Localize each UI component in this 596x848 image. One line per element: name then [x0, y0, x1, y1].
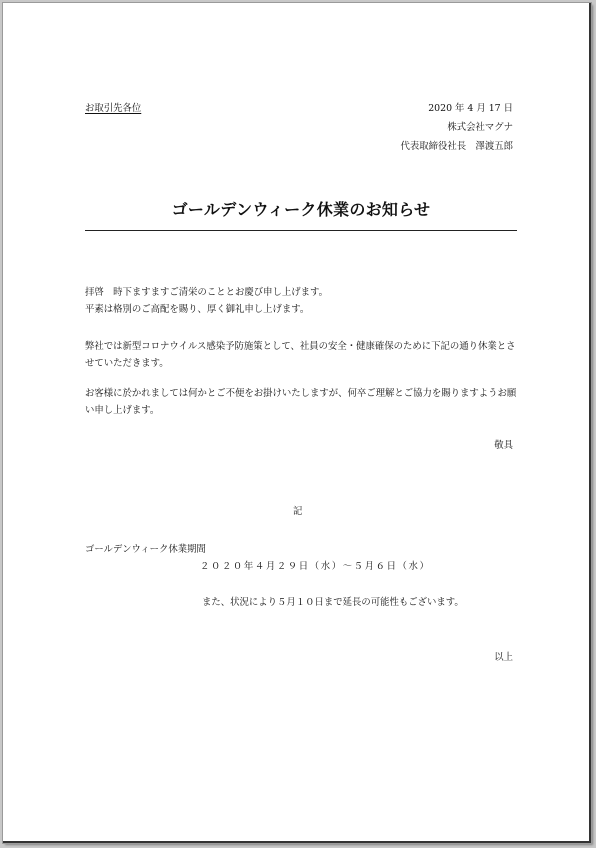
holiday-period-label: ゴールデンウィーク休業期間 [85, 544, 206, 555]
company-name: 株式会社マグナ [447, 122, 513, 133]
holiday-period-value: ２０２０年４月２９日（水）～５月６日（水） [200, 561, 431, 572]
closing-keigu: 敬具 [494, 440, 513, 451]
extension-note: また、状況により５月１０日まで延長の可能性もございます。 [202, 597, 464, 608]
end-ijou: 以上 [494, 652, 513, 663]
greeting-line-1: 拝啓 時下ますますご清栄のこととお慶び申し上げます。 [85, 287, 329, 298]
representative-name: 代表取締役社長 澤渡五郎 [400, 141, 513, 152]
body-paragraph-1: 弊社では新型コロナウイルス感染予防施策として、社員の安全・健康確保のために下記の通り休業とさせていただきます。 [85, 341, 516, 369]
recipient-line: お取引先各位 [85, 103, 142, 114]
document-page [3, 3, 591, 843]
ki-heading: 記 [293, 506, 303, 517]
document-title: ゴールデンウィーク休業のお知らせ [171, 200, 431, 219]
body-paragraph-2: お客様に於かれましては何かとご不便をお掛けいたしますが、何卒ご理解とご協力を賜りますようお願い申し上げます。 [85, 388, 517, 416]
title-underline [85, 230, 517, 231]
greeting-line-2: 平素は格別のご高配を賜り、厚く御礼申し上げます。 [85, 304, 310, 315]
document-date: 2020 年 4 月 17 日 [428, 103, 513, 114]
